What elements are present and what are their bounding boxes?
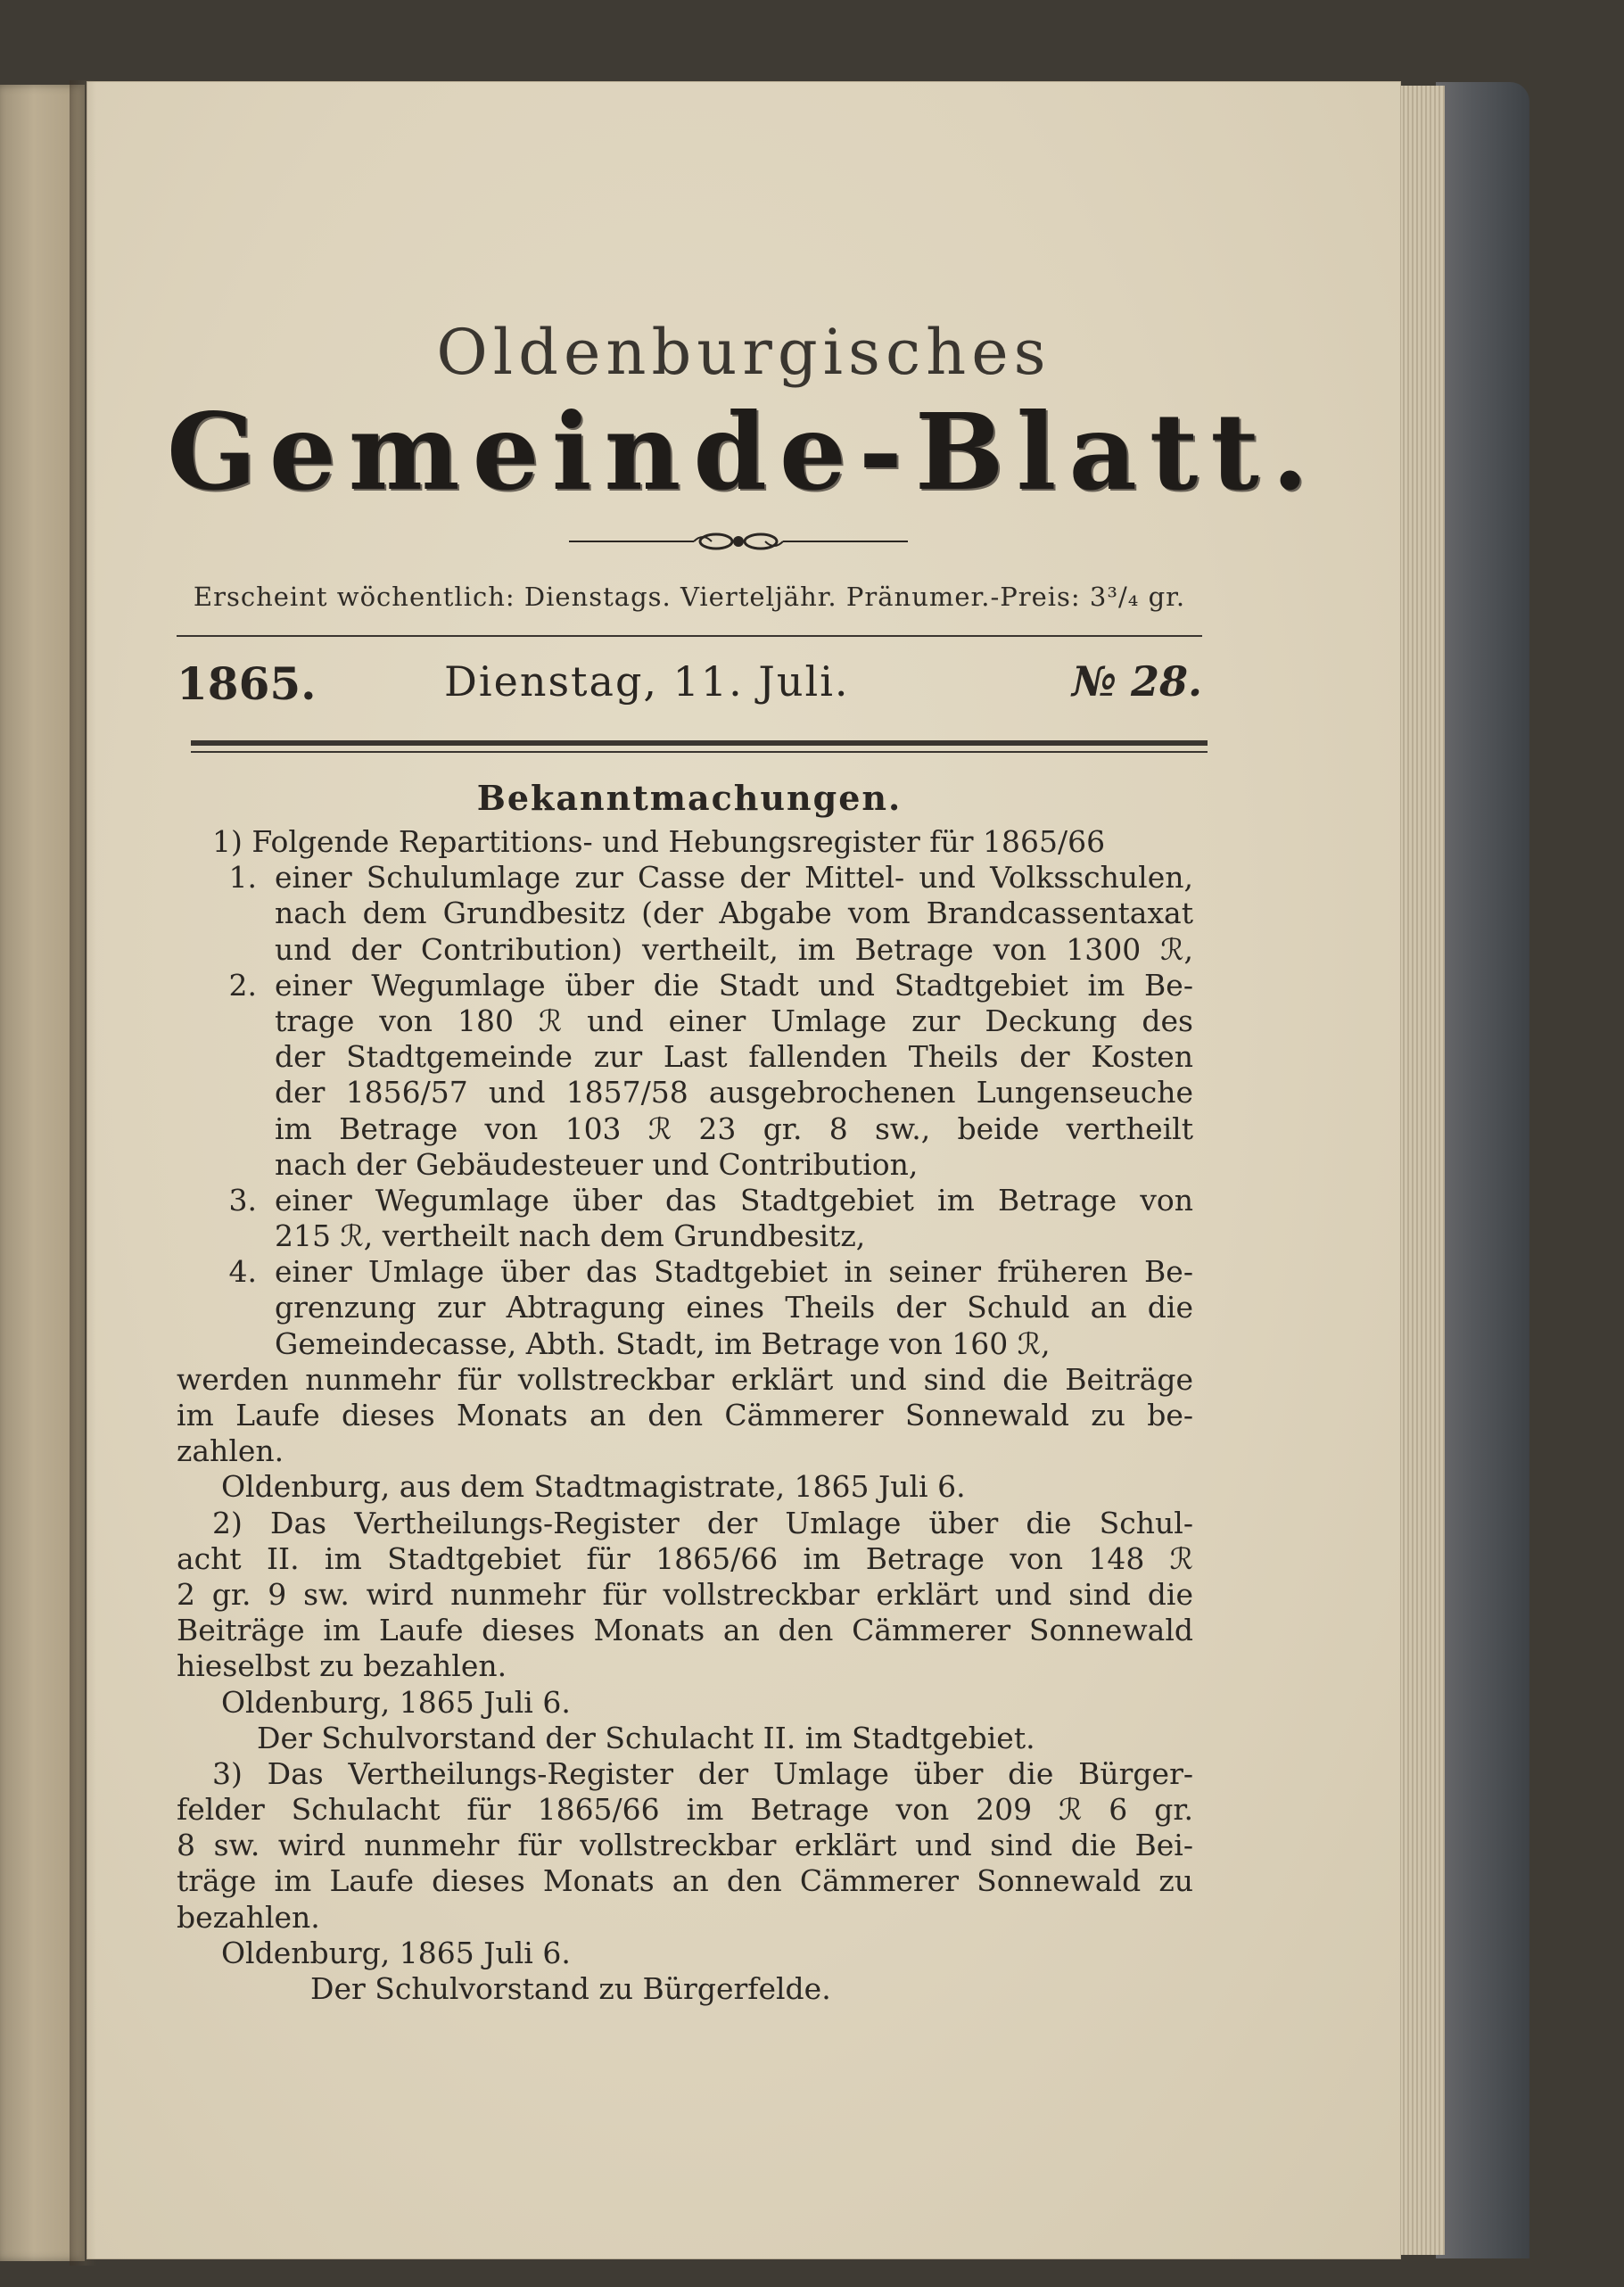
item-line: einer Umlage über das Stadtgebiet in seiner früheren Be-	[275, 1254, 1193, 1290]
issue-date: Dienstag, 11. Juli.	[444, 657, 850, 706]
section2-line: 2 gr. 9 sw. wird nunmehr für vollstreckbar erklärt und sind die	[177, 1576, 1193, 1612]
item-1	[177, 860, 1193, 968]
book-cover-edge	[1436, 82, 1529, 2258]
section3-line: 8 sw. wird nunmehr für vollstreckbar erklärt und sind die Bei-	[177, 1828, 1193, 1863]
section2-line: hieselbst zu bezahlen.	[177, 1648, 507, 1684]
section1-signature: Oldenburg, aus dem Stadtmagistrate, 1865 Juli 6.	[221, 1469, 966, 1505]
announcements-body	[177, 824, 1193, 2007]
item-line: einer Wegumlage über die Stadt und Stadtgebiet im Be-	[275, 967, 1193, 1003]
item-3	[177, 1183, 1193, 1254]
book-gutter-shadow	[70, 80, 96, 2266]
section2-line: acht II. im Stadtgebiet für 1865/66 im Betrage von 148 ℛ	[177, 1540, 1193, 1576]
item-line: nach der Gebäudesteuer und Contribution,	[275, 1146, 919, 1182]
item-line: trage von 180 ℛ und einer Umlage zur Deckung des	[275, 1003, 1193, 1038]
masthead-title-small: Oldenburgisches	[436, 316, 1051, 389]
newspaper-page	[87, 82, 1400, 2258]
item-line: nach dem Grundbesitz (der Abgabe vom Brandcassentaxat	[275, 896, 1193, 931]
item-line: Gemeindecasse, Abth. Stadt, im Betrage von 160 ℛ,	[275, 1325, 1051, 1361]
section3-date: Oldenburg, 1865 Juli 6.	[221, 1935, 571, 1970]
dateline-rule-thin	[191, 751, 1208, 753]
section-heading: Bekanntmachungen.	[476, 778, 903, 818]
masthead-title-big: Gemeinde-Blatt.	[166, 390, 1322, 514]
section2-line: Beiträge im Laufe dieses Monats an den Cämmerer Sonnewald	[177, 1613, 1193, 1648]
dateline-rule-thick	[191, 740, 1208, 746]
item-2	[177, 968, 1193, 1183]
item-number: 4.	[228, 1254, 257, 1290]
section3-line: 3) Das Vertheilungs-Register der Umlage über die Bürger-	[212, 1755, 1193, 1791]
section3-line: träge im Laufe dieses Monats an den Cämmerer Sonnewald zu	[177, 1863, 1193, 1899]
item-line: und der Contribution) vertheilt, im Betrage von 1300 ℛ,	[275, 931, 1193, 967]
issue-year: 1865.	[177, 657, 317, 710]
dateline	[177, 657, 1202, 720]
item-line: grenzung zur Abtragung eines Theils der Schuld an die	[275, 1290, 1193, 1325]
item-line: einer Schulumlage zur Casse der Mittel- und Volksschulen,	[275, 860, 1193, 896]
section3-line: felder Schulacht für 1865/66 im Betrage von 209 ℛ 6 gr.	[177, 1792, 1193, 1828]
item-number: 3.	[228, 1182, 257, 1218]
section3-signature: Der Schulvorstand zu Bürgerfelde.	[310, 1971, 831, 2006]
item-4	[177, 1254, 1193, 1362]
section2-line: 2) Das Vertheilungs-Register der Umlage über die Schul-	[212, 1505, 1193, 1540]
section1-closing-line: zahlen.	[177, 1433, 284, 1469]
item-line: im Betrage von 103 ℛ 23 gr. 8 sw., beide vertheilt	[275, 1110, 1193, 1146]
item-line: der Stadtgemeinde zur Last fallenden Theils der Kosten	[275, 1039, 1193, 1075]
masthead-subline: Erscheint wöchentlich: Dienstags. Vierteljähr. Pränumer.-Preis: 3³/₄ gr.	[193, 582, 1186, 612]
item-line: der 1856/57 und 1857/58 ausgebrochenen Lungenseuche	[275, 1075, 1193, 1110]
flourish-ornament	[560, 528, 917, 555]
section2-date: Oldenburg, 1865 Juli 6.	[221, 1684, 571, 1720]
section1-closing-line: im Laufe dieses Monats an den Cämmerer Sonnewald zu be-	[177, 1398, 1193, 1432]
item-line: 215 ℛ, vertheilt nach dem Grundbesitz,	[275, 1218, 866, 1254]
item-line: einer Wegumlage über das Stadtgebiet im Betrage von	[275, 1182, 1193, 1218]
issue-number: № 28.	[1071, 657, 1202, 706]
section2-signature: Der Schulvorstand der Schulacht II. im Stadtgebiet.	[257, 1720, 1035, 1755]
item-number: 1.	[228, 860, 257, 896]
section1-intro: 1) Folgende Repartitions- und Hebungsregister für 1865/66	[212, 824, 1106, 859]
section3-line: bezahlen.	[177, 1899, 320, 1935]
masthead-rule-top	[177, 635, 1202, 637]
item-number: 2.	[228, 967, 257, 1003]
section1-closing-line: werden nunmehr für vollstreckbar erklärt und sind die Beiträge	[177, 1361, 1193, 1397]
